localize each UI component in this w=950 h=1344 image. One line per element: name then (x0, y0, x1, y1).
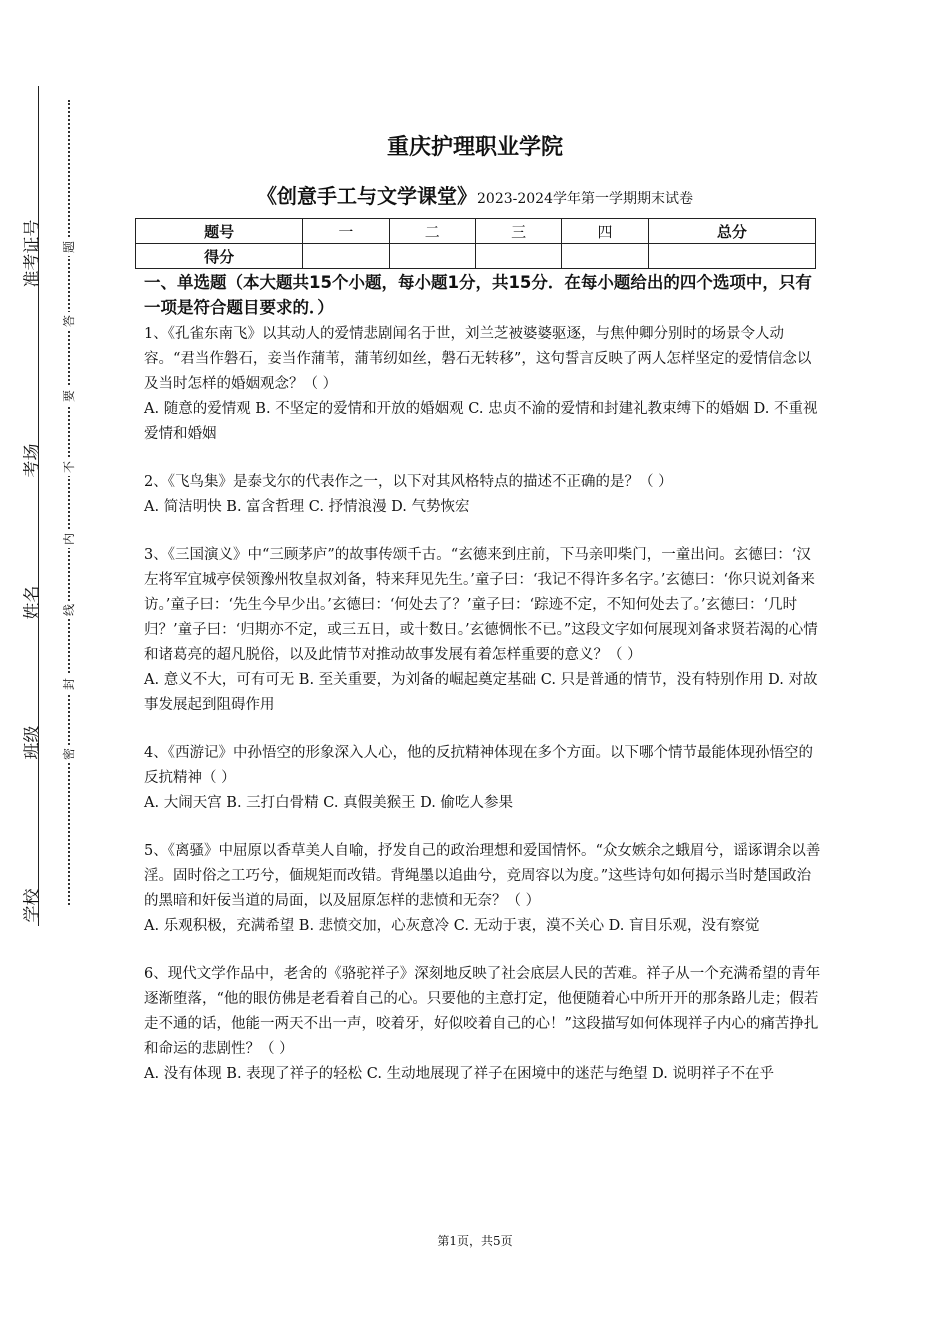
seal-char: 要 (60, 387, 78, 405)
score-cell (475, 244, 561, 269)
question-options: A. 大闹天宫 B. 三打白骨精 C. 真假美猴王 D. 偷吃人参果 (144, 795, 514, 811)
seal-char: 密 (60, 745, 78, 763)
seal-char: 不 (60, 458, 78, 476)
score-cell (562, 244, 648, 269)
question-stem: 3、《三国演义》中“三顾茅庐”的故事传颂千古。“玄德来到庄前，下马亲叩柴门，一童出问。玄德曰：‘汉左将军宜城亭侯领豫州牧皇叔刘备，特来拜见先生。’童子曰：‘我记不得许多名字。’玄德曰：‘你只说刘备来访。’童子曰：‘先生今早少出。’玄德曰：‘何处去了？’童子曰：‘踪迹不定，不知何处去了。’玄德曰：‘几时归？’童子曰：‘归期亦不定，或三五日，或十数日。’玄德惆怅不已。”这段文字如何展现刘备求贤若渴的心情和诸葛亮的超凡脱俗，以及此情节对推动故事发展有着怎样重要的意义？（ ） (144, 547, 818, 663)
question-6 (144, 962, 824, 1087)
field-admission-number: 准考证号 (22, 219, 43, 288)
section-heading: 一、单选题（本大题共15个小题，每小题1分，共15分．在每小题给出的四个选项中，只有一项是符合题目要求的．） (144, 273, 812, 317)
question-5 (144, 839, 824, 939)
page-footer: 第1页，共5页 (437, 1234, 513, 1248)
question-stem: 1、《孔雀东南飞》以其动人的爱情悲剧闻名于世，刘兰芝被婆婆驱逐，与焦仲卿分别时的场景令人动容。“君当作磐石，妾当作蒲苇，蒲苇纫如丝，磐石无转移”，这句誓言反映了两人怎样坚定的爱情信念以及当时怎样的婚姻观念？（ ） (144, 326, 812, 392)
table-row (136, 244, 816, 269)
question-2 (144, 470, 824, 520)
question-stem: 6、现代文学作品中，老舍的《骆驼祥子》深刻地反映了社会底层人民的苦难。祥子从一个充满希望的青年逐渐堕落，“他的眼仿佛是老看着自己的心。只要他的主意打定，他便随着心中所开开的那条路儿走；假若走不通的话，他能一两天不出一声，咬着牙，好似咬着自己的心！”这段描写如何体现祥子内心的痛苦挣扎和命运的悲剧性？（ ） (144, 966, 821, 1057)
question-stem: 4、《西游记》中孙悟空的形象深入人心，他的反抗精神体现在多个方面。以下哪个情节最能体现孙悟空的反抗精神（ ） (144, 745, 813, 786)
seal-char: 题 (60, 238, 78, 256)
exam-content (144, 270, 824, 1110)
question-3 (144, 543, 824, 718)
school-title: 重庆护理职业学院 (386, 135, 563, 160)
seal-char: 答 (60, 312, 78, 330)
exam-title (0, 180, 950, 209)
score-table (135, 218, 816, 269)
question-1 (144, 322, 824, 447)
score-cell (389, 244, 475, 269)
question-options: A. 意义不大，可有可无 B. 至关重要，为刘备的崛起奠定基础 C. 只是普通的情节，没有特别作用 D. 对故事发展起到阻碍作用 (144, 672, 818, 713)
question-options: A. 没有体现 B. 表现了祥子的轻松 C. 生动地展现了祥子在困境中的迷茫与绝望 D. 说明祥子不在乎 (144, 1066, 775, 1082)
table-header-cell: 题号 (136, 219, 303, 244)
table-row (136, 219, 816, 244)
score-cell (303, 244, 389, 269)
table-header-cell: 总分 (648, 219, 815, 244)
field-school: 学校 (22, 888, 43, 923)
seal-dotted-line (68, 100, 70, 905)
question-options: A. 乐观积极，充满希望 B. 悲愤交加，心灰意冷 C. 无动于衷，漠不关心 D. 盲目乐观，没有察觉 (144, 918, 760, 934)
question-options: A. 随意的爱情观 B. 不坚定的爱情和开放的婚姻观 C. 忠贞不渝的爱情和封建礼教束缚下的婚姻 D. 不重视爱情和婚姻 (144, 401, 818, 442)
field-exam-room: 考场 (22, 443, 43, 478)
exam-term: 2023-2024学年第一学期期末试卷 (477, 191, 693, 207)
seal-char: 线 (60, 601, 78, 619)
score-cell (648, 244, 815, 269)
course-name: 《创意手工与文学课堂》 (257, 184, 477, 208)
field-name: 姓名 (22, 585, 43, 620)
question-options: A. 简洁明快 B. 富含哲理 C. 抒情浪漫 D. 气势恢宏 (144, 499, 470, 515)
question-stem: 2、《飞鸟集》是泰戈尔的代表作之一，以下对其风格特点的描述不正确的是？（ ） (144, 474, 673, 490)
score-row-label: 得分 (136, 244, 303, 269)
field-class: 班级 (22, 725, 43, 760)
table-header-cell: 一 (303, 219, 389, 244)
table-header-cell: 四 (562, 219, 648, 244)
question-stem: 5、《离骚》中屈原以香草美人自喻，抒发自己的政治理想和爱国情怀。“众女嫉余之蛾眉兮，谣诼谓余以善淫。固时俗之工巧兮，偭规矩而改错。背绳墨以追曲兮，竞周容以为度。”这些诗句如何揭示当时楚国政治的黑暗和奸佞当道的局面，以及屈原怎样的悲愤和无奈？（ ） (144, 843, 821, 909)
seal-char: 内 (60, 530, 78, 548)
table-header-cell: 二 (389, 219, 475, 244)
seal-char: 封 (60, 675, 78, 693)
table-header-cell: 三 (475, 219, 561, 244)
question-4 (144, 741, 824, 816)
binding-line (38, 86, 39, 926)
